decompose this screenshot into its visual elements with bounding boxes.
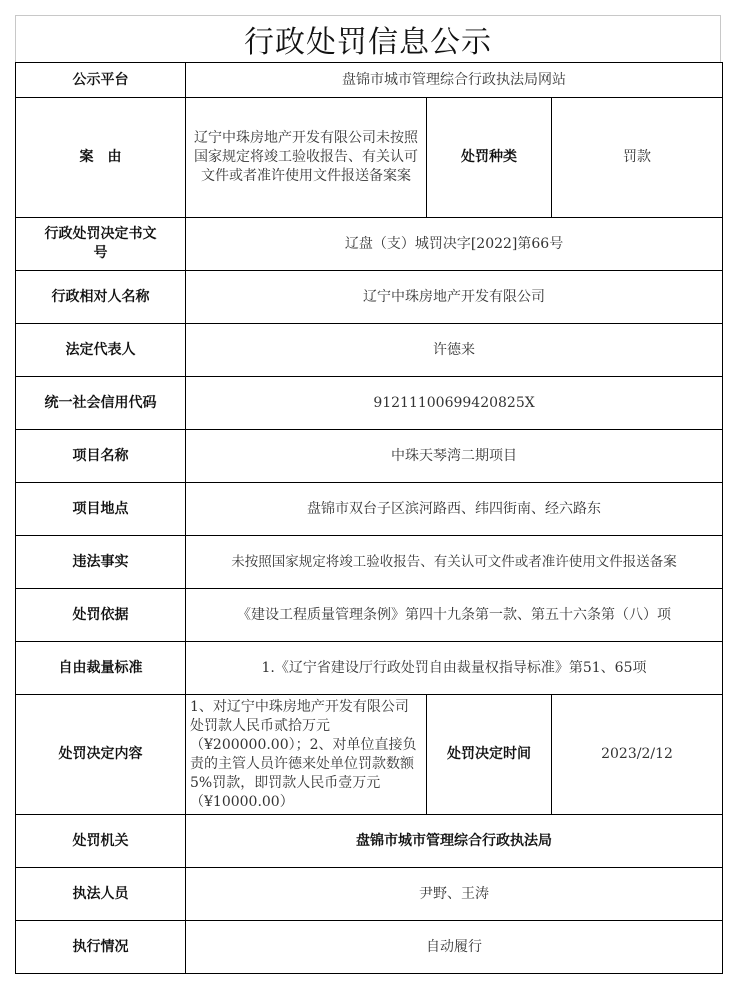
project-name-value: 中珠天琴湾二期项目 xyxy=(186,430,723,483)
officers-value: 尹野、王涛 xyxy=(186,868,723,921)
credit-code-value: 91211100699420825X xyxy=(186,377,723,430)
row-legal-rep xyxy=(16,324,723,377)
row-violation xyxy=(16,536,723,589)
row-case xyxy=(16,98,723,218)
case-value: 辽宁中珠房地产开发有限公司未按照国家规定将竣工验收报告、有关认可文件或者准许使用文件报送备案案 xyxy=(186,98,427,218)
authority-value: 盘锦市城市管理综合行政执法局 xyxy=(186,815,723,868)
decision-time-label: 处罚决定时间 xyxy=(427,695,552,815)
decision-value: 1、对辽宁中珠房地产开发有限公司处罚款人民币贰拾万元（¥200000.00）；2、对单位直接负责的主管人员许德来处单位罚款数额5%罚款，即罚款人民币壹万元（¥10000.00） xyxy=(186,695,427,815)
row-basis xyxy=(16,589,723,642)
basis-label: 处罚依据 xyxy=(16,589,186,642)
page-title: 行政处罚信息公示 xyxy=(244,25,492,60)
row-decision xyxy=(16,695,723,815)
decision-no-value: 辽盘（支）城罚决字[2022]第66号 xyxy=(186,218,723,271)
legal-rep-value: 许德来 xyxy=(186,324,723,377)
row-execution xyxy=(16,921,723,974)
penalty-type-label: 处罚种类 xyxy=(427,98,552,218)
row-discretion xyxy=(16,642,723,695)
execution-value: 自动履行 xyxy=(186,921,723,974)
decision-no-label: 行政处罚决定书文号 xyxy=(16,218,186,271)
title-box xyxy=(15,15,721,62)
basis-value: 《建设工程质量管理条例》第四十九条第一款、第五十六条第（八）项 xyxy=(186,589,723,642)
legal-rep-label: 法定代表人 xyxy=(16,324,186,377)
officers-label: 执法人员 xyxy=(16,868,186,921)
violation-label: 违法事实 xyxy=(16,536,186,589)
row-platform xyxy=(16,63,723,98)
row-project-location xyxy=(16,483,723,536)
row-officers xyxy=(16,868,723,921)
violation-value: 未按照国家规定将竣工验收报告、有关认可文件或者准许使用文件报送备案 xyxy=(186,536,723,589)
party-value: 辽宁中珠房地产开发有限公司 xyxy=(186,271,723,324)
row-credit-code xyxy=(16,377,723,430)
penalty-info-table xyxy=(15,62,723,974)
credit-code-label: 统一社会信用代码 xyxy=(16,377,186,430)
platform-label: 公示平台 xyxy=(16,63,186,98)
authority-label: 处罚机关 xyxy=(16,815,186,868)
project-name-label: 项目名称 xyxy=(16,430,186,483)
discretion-label: 自由裁量标准 xyxy=(16,642,186,695)
party-label: 行政相对人名称 xyxy=(16,271,186,324)
case-label: 案 由 xyxy=(16,98,186,218)
row-authority xyxy=(16,815,723,868)
row-project-name xyxy=(16,430,723,483)
project-location-value: 盘锦市双台子区滨河路西、纬四街南、经六路东 xyxy=(186,483,723,536)
row-decision-no xyxy=(16,218,723,271)
platform-value: 盘锦市城市管理综合行政执法局网站 xyxy=(186,63,723,98)
decision-time-value: 2023/2/12 xyxy=(552,695,723,815)
decision-label: 处罚决定内容 xyxy=(16,695,186,815)
project-location-label: 项目地点 xyxy=(16,483,186,536)
row-party xyxy=(16,271,723,324)
execution-label: 执行情况 xyxy=(16,921,186,974)
penalty-type-value: 罚款 xyxy=(552,98,723,218)
discretion-value: 1.《辽宁省建设厅行政处罚自由裁量权指导标准》第51、65项 xyxy=(186,642,723,695)
